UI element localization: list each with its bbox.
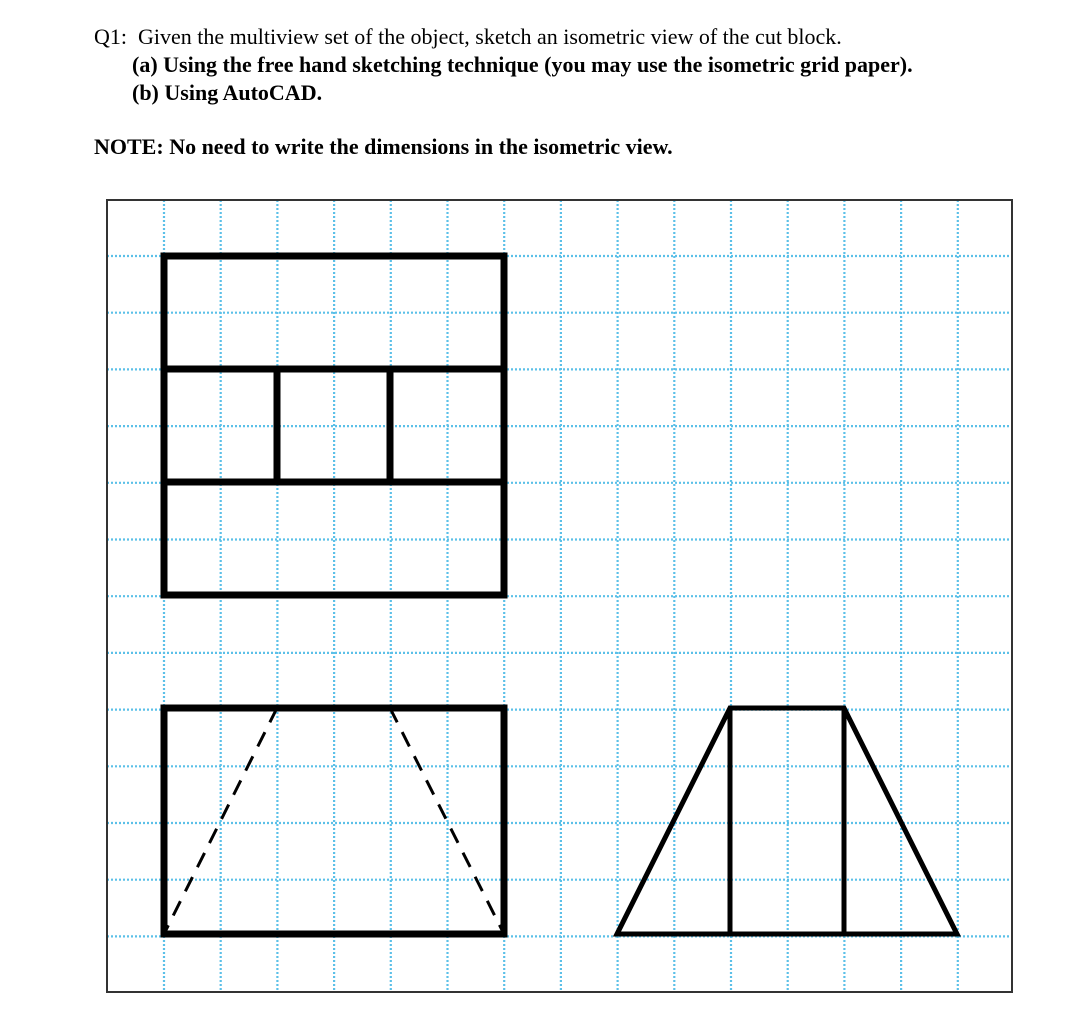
part-b-label: (b) [132, 80, 159, 105]
question-body: Given the multiview set of the object, sketch an isometric view of the cut block. [138, 24, 842, 49]
part-a-label: (a) [132, 52, 158, 77]
part-b-text: Using AutoCAD. [164, 80, 323, 105]
note-label: NOTE: [94, 134, 164, 159]
part-a-text: Using the free hand sketching technique (you may use the isometric grid paper). [163, 52, 913, 77]
note-body: No need to write the dimensions in the isometric view. [169, 134, 673, 159]
question-label: Q1: [94, 24, 127, 49]
